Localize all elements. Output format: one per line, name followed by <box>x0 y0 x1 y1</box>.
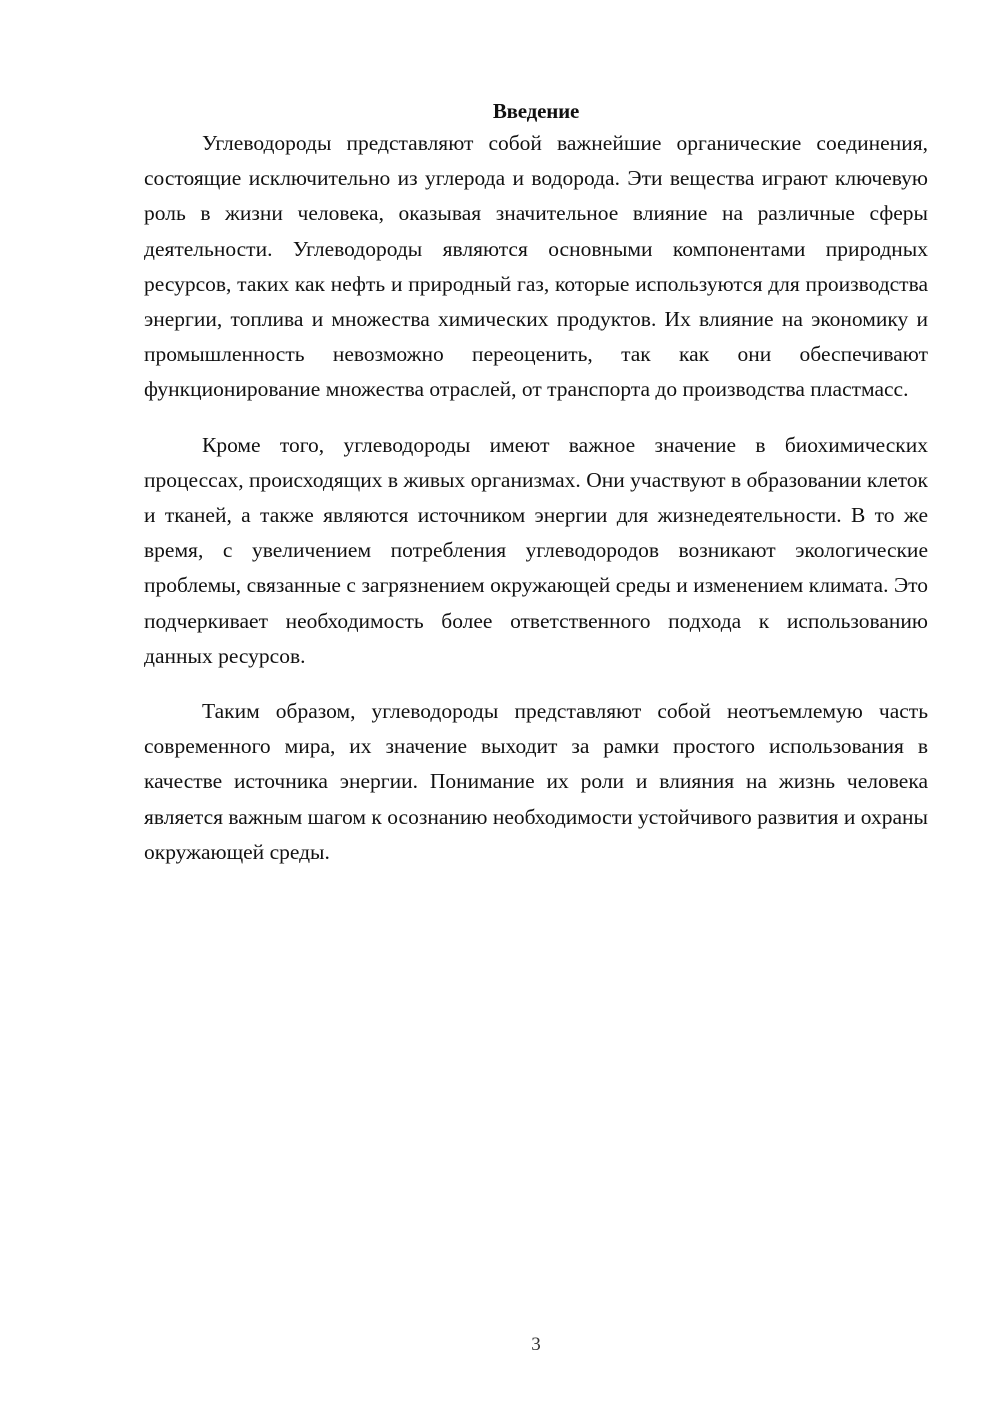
page-content <box>144 96 928 870</box>
page-number: 3 <box>531 1334 541 1355</box>
paragraph-1: Углеводороды представляют собой важнейшие органические соединения, состоящие исключительно из углерода и водорода. Эти вещества играют ключевую роль в жизни человека, оказывая значительное влияние на различные сферы деятельности. Углеводороды являются основными компонентами природных ресурсов, таких как нефть и природный газ, которые используются для производства энергии, топлива и множества химических продуктов. Их влияние на экономику и промышленность невозможно переоценить, так как они обеспечивают функционирование множества отраслей, от транспорта до производства пластмасс. <box>144 131 928 402</box>
section-heading: Введение <box>492 99 580 123</box>
paragraph-3: Таким образом, углеводороды представляют собой неотъемлемую часть современного мира, их значение выходит за рамки простого использования в качестве источника энергии. Понимание их роли и влияния на жизнь человека является важным шагом к осознанию необходимости устойчивого развития и охраны окружающей среды. <box>144 699 928 864</box>
paragraph-2: Кроме того, углеводороды имеют важное значение в биохимических процессах, происходящих в живых организмах. Они участвуют в образовании клеток и тканей, а также являются источником энергии для жизнедеятельности. В то же время, с увеличением потребления углеводородов возникают экологические проблемы, связанные с загрязнением окружающей среды и изменением климата. Это подчеркивает необходимость более ответственного подхода к использованию данных ресурсов. <box>144 432 928 668</box>
